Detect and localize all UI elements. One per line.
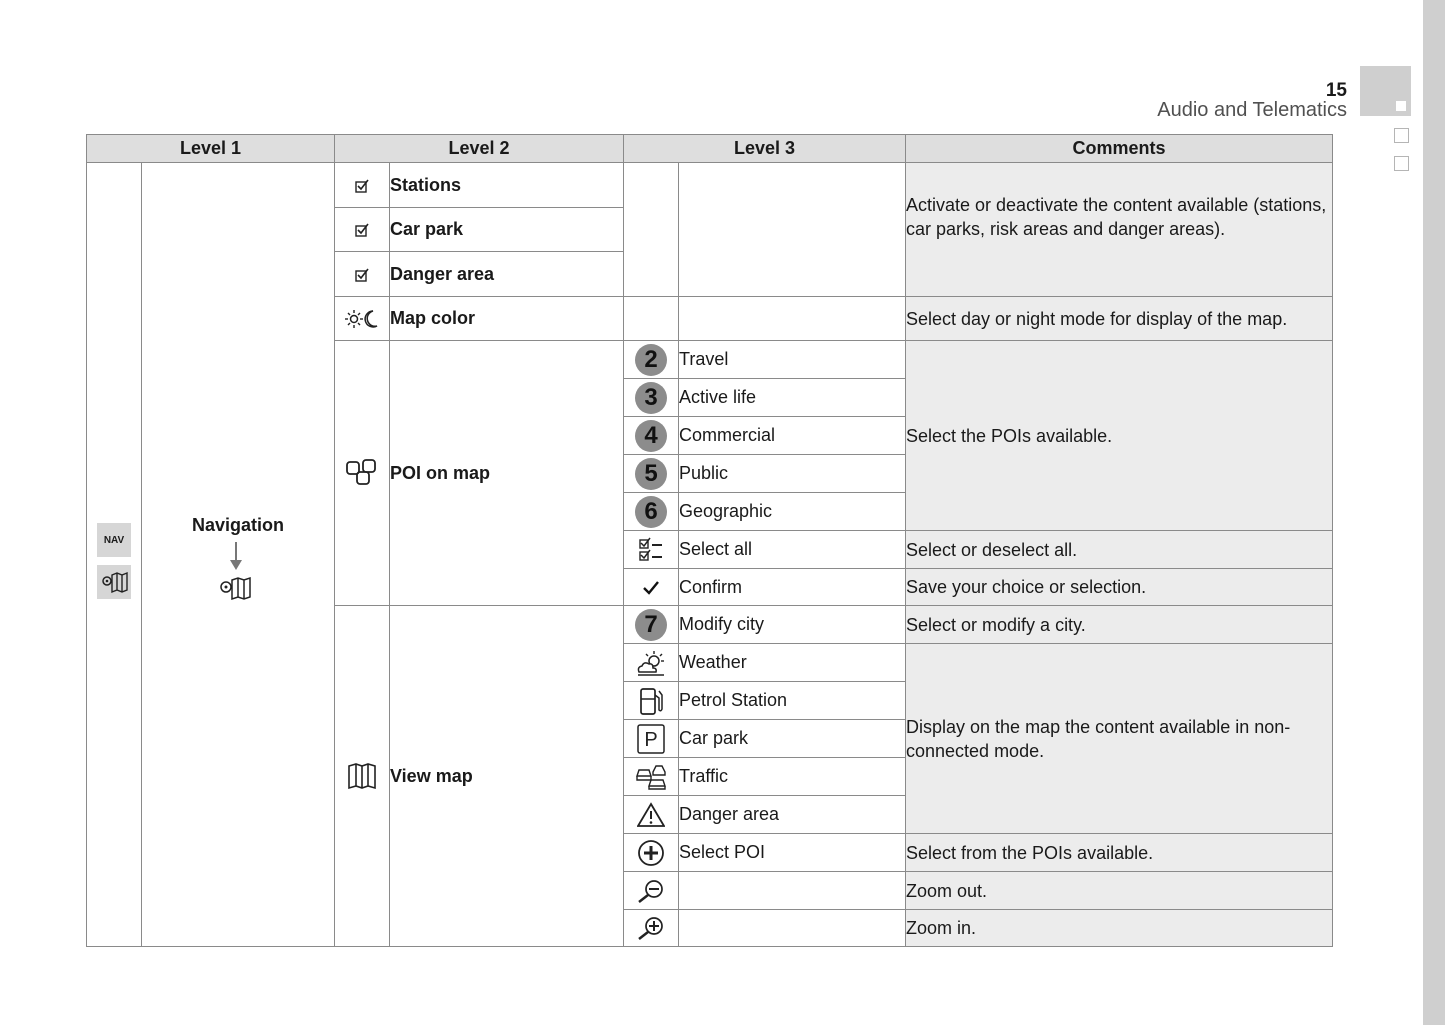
table-row xyxy=(87,163,1333,208)
level3-confirm: Confirm xyxy=(679,569,906,606)
arrow-down-icon xyxy=(228,542,244,572)
level1-label-cell xyxy=(142,163,335,947)
comment-select-deselect: Select or deselect all. xyxy=(906,531,1333,569)
level3-modify-city: Modify city xyxy=(679,606,906,644)
svg-text:P: P xyxy=(644,728,658,751)
level1-icon-cell xyxy=(87,163,142,947)
comment-activate: Activate or deactivate the content available (stations, car parks, risk areas and danger areas). xyxy=(906,163,1333,297)
level3-commercial: Commercial xyxy=(679,417,906,455)
col-level-3: Level 3 xyxy=(624,135,906,163)
comment-display-map: Display on the map the content available in non-connected mode. xyxy=(906,644,1333,834)
map-settings-icon xyxy=(218,575,252,601)
level3-select-all: Select all xyxy=(679,531,906,569)
plus-circle-icon xyxy=(624,834,679,872)
section-marker-box xyxy=(1394,128,1409,143)
level3-public: Public xyxy=(679,455,906,493)
badge-cell xyxy=(624,341,679,379)
number-badge: 2 xyxy=(635,344,667,376)
navigation-label: Navigation xyxy=(191,515,284,535)
zoom-out-icon xyxy=(624,872,679,910)
day-night-icon xyxy=(335,297,390,341)
level3-select-poi: Select POI xyxy=(679,834,906,872)
comment-zoom-in: Zoom in. xyxy=(906,910,1333,947)
warning-icon xyxy=(624,796,679,834)
poi-icon xyxy=(335,341,390,606)
level3-petrol-station: Petrol Station xyxy=(679,682,906,720)
empty-cell xyxy=(679,297,906,341)
level3-traffic: Traffic xyxy=(679,758,906,796)
level2-poi-on-map: POI on map xyxy=(390,341,624,606)
menu-table xyxy=(86,134,1333,947)
comment-select-from-pois: Select from the POIs available. xyxy=(906,834,1333,872)
section-title: Audio and Telematics xyxy=(1157,99,1347,121)
level2-map-color: Map color xyxy=(390,297,624,341)
nav-badge: NAV xyxy=(97,523,131,557)
number-badge: 5 xyxy=(635,458,667,490)
traffic-icon xyxy=(624,758,679,796)
comment-modify-city: Select or modify a city. xyxy=(906,606,1333,644)
col-level-2: Level 2 xyxy=(335,135,624,163)
check-icon xyxy=(624,569,679,606)
badge-cell xyxy=(624,455,679,493)
level2-view-map: View map xyxy=(390,606,624,947)
level3-travel: Travel xyxy=(679,341,906,379)
table-header-row xyxy=(87,135,1333,163)
checkbox-icon xyxy=(335,252,390,297)
level2-danger-area: Danger area xyxy=(390,252,624,297)
level3-danger-area: Danger area xyxy=(679,796,906,834)
col-comments: Comments xyxy=(906,135,1333,163)
empty-cell xyxy=(679,910,906,947)
empty-cell xyxy=(624,297,679,341)
zoom-in-icon xyxy=(624,910,679,947)
number-badge: 4 xyxy=(635,420,667,452)
comment-day-night: Select day or night mode for display of the map. xyxy=(906,297,1333,341)
parking-icon xyxy=(624,720,679,758)
empty-cell xyxy=(624,163,679,297)
page-number: 15 xyxy=(1325,80,1347,101)
petrol-pump-icon xyxy=(624,682,679,720)
number-badge: 6 xyxy=(635,496,667,528)
number-badge: 7 xyxy=(635,609,667,641)
map-book-icon xyxy=(335,606,390,947)
level3-active-life: Active life xyxy=(679,379,906,417)
level2-car-park: Car park xyxy=(390,208,624,252)
level2-stations: Stations xyxy=(390,163,624,208)
number-badge: 3 xyxy=(635,382,667,414)
level3-weather: Weather xyxy=(679,644,906,682)
section-marker-box xyxy=(1394,156,1409,171)
level3-car-park: Car park xyxy=(679,720,906,758)
select-all-icon xyxy=(624,531,679,569)
weather-icon xyxy=(624,644,679,682)
checkbox-icon xyxy=(335,208,390,252)
map-settings-icon xyxy=(97,565,131,599)
badge-cell xyxy=(624,493,679,531)
comment-select-pois: Select the POIs available. xyxy=(906,341,1333,531)
section-marker-dot xyxy=(1396,101,1406,111)
page-edge-bar xyxy=(1423,0,1445,1025)
comment-zoom-out: Zoom out. xyxy=(906,872,1333,910)
empty-cell xyxy=(679,163,906,297)
badge-cell xyxy=(624,379,679,417)
checkbox-icon xyxy=(335,163,390,208)
comment-save-choice: Save your choice or selection. xyxy=(906,569,1333,606)
badge-cell xyxy=(624,417,679,455)
col-level-1: Level 1 xyxy=(87,135,335,163)
level3-geographic: Geographic xyxy=(679,493,906,531)
badge-cell xyxy=(624,606,679,644)
empty-cell xyxy=(679,872,906,910)
